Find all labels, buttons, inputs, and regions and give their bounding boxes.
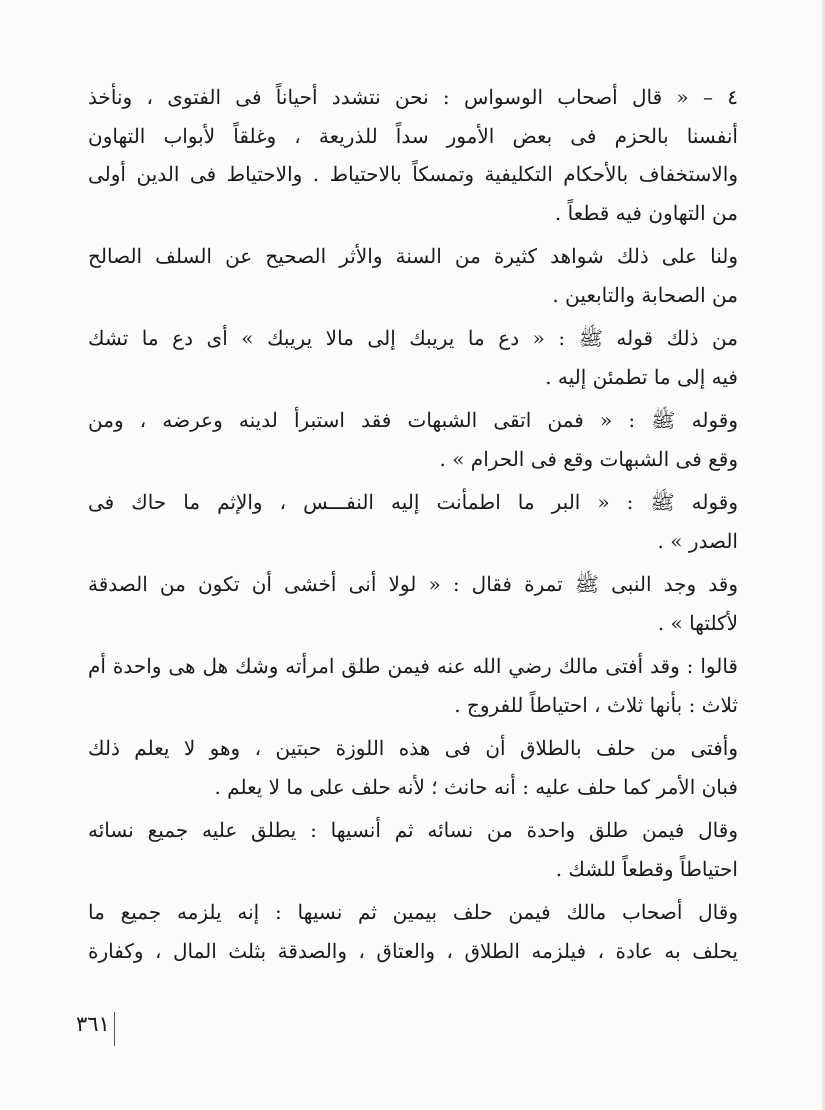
text-line: ٤ – « قال أصحاب الوسواس : نحن نتشدد أحياناً فى الفتوى ، ونأخذ [88, 85, 738, 109]
text-line: من ذلك قوله ﷺ : « دع ما يريبك إلى مالا يريبك » أى دع ما تشك [88, 326, 738, 350]
paragraph-hadith-birr [88, 483, 738, 560]
text-line: فيه إلى ما تطمئن إليه . [545, 364, 738, 389]
text-line: أنفسنا بالحزم فى بعض الأمور سداً للذريعة ، وغلقاً لأبواب التهاون [88, 123, 738, 148]
text-line: فبان الأمر كما حلف عليه : أنه حانث ؛ لأنه حلف على ما لا يعلم . [214, 774, 738, 799]
paragraph-forgotten-oath [88, 893, 738, 970]
text-line: من التهاون فيه قطعاً . [554, 200, 738, 225]
paragraph-almond-oath [88, 729, 738, 806]
text-line: من الصحابة والتابعين . [552, 282, 738, 307]
paragraph-evidence [88, 237, 738, 314]
paragraph-wasawis-claim [88, 78, 738, 232]
text-line: ثلاث : بأنها ثلاث ، احتياطاً للفروج . [454, 692, 738, 717]
paragraph-forgotten-wife [88, 811, 738, 888]
text-line: وقال أصحاب مالك فيمن حلف بيمين ثم نسيها : إنه يلزمه جميع ما [88, 900, 738, 924]
text-line: وقوله ﷺ : « البر ما اطمأنت إليه النفـــس ، والإثم ما حاك فى [88, 490, 738, 514]
paragraph-malik-fatwa [88, 647, 738, 724]
text-line: ولنا على ذلك شواهد كثيرة من السنة والأثر الصحيح عن السلف الصالح [88, 244, 738, 268]
paragraph-hadith-da-ma-yuribuk [88, 319, 738, 396]
text-line: الصدر » . [657, 528, 738, 553]
paragraph-hadith-tamra [88, 565, 738, 642]
text-line: احتياطاً وقطعاً للشك . [555, 856, 738, 881]
text-line: وأفتى من حلف بالطلاق أن فى هذه اللوزة حبتين ، وهو لا يعلم ذلك [88, 736, 738, 760]
text-line: وقع فى الشبهات وقع فى الحرام » . [439, 446, 738, 471]
page-number: ٣٦١ [76, 1012, 110, 1036]
text-line: قالوا : وقد أفتى مالك رضي الله عنه فيمن طلق امرأته وشك هل هى واحدة أم [88, 654, 738, 678]
margin-mark [114, 1012, 115, 1046]
page-body [88, 78, 738, 970]
text-line: وقد وجد النبى ﷺ تمرة فقال : « لولا أنى أخشى أن تكون من الصدقة [88, 572, 738, 596]
paragraph-hadith-shubuhat [88, 401, 738, 478]
text-line: يحلف به عادة ، فيلزمه الطلاق ، والعتاق ، والصدقة بثلث المال ، وكفارة [88, 938, 738, 963]
text-line: وقوله ﷺ : « فمن اتقى الشبهات فقد استبرأ لدينه وعرضه ، ومن [88, 408, 738, 432]
text-line: لأكلتها » . [657, 610, 738, 635]
text-line: وقال فيمن طلق واحدة من نسائه ثم أنسيها : يطلق عليه جميع نسائه [88, 818, 738, 842]
text-line: والاستخفاف بالأحكام التكليفية وتمسكاً بالاحتياط . والاحتياط فى الدين أولى [88, 162, 738, 186]
